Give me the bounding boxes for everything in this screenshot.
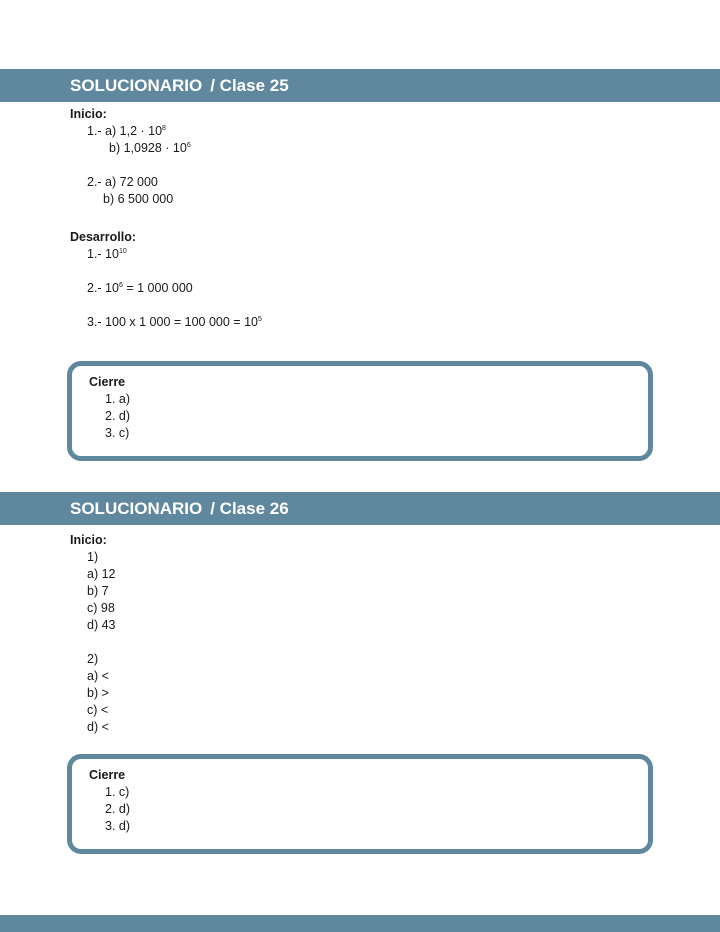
- desarrollo-answer-2: 2.- $10^6 = 1$ 000 000: [87, 281, 193, 295]
- cierre-answer-2: 2. d): [105, 409, 131, 423]
- inicio-heading: Inicio:: [70, 533, 107, 547]
- section-banner-clase-26: [0, 492, 720, 525]
- footer-bar: [0, 915, 720, 932]
- desarrollo-answer-1: 1.- $10^{10}$: [87, 247, 127, 261]
- inicio-line: c) <: [87, 703, 109, 717]
- cierre-heading: Cierre: [89, 375, 126, 389]
- cierre-answer-2: 2. d): [105, 802, 131, 816]
- cierre-answer-3: 3. c): [105, 426, 130, 440]
- desarrollo-heading: Desarrollo:: [70, 230, 136, 244]
- inicio-line: b) 7: [87, 584, 109, 598]
- desarrollo-answer-3: 3.- 100 x 1 000 = 100 $000 = 10^5$: [87, 315, 262, 329]
- cierre-answer-1: 1. a): [105, 392, 131, 406]
- inicio-line: 1): [87, 550, 99, 564]
- inicio-line: a) <: [87, 669, 109, 683]
- cierre-box-clase-26: [67, 754, 653, 854]
- inicio-answer-2b: b) 6 500 000: [103, 192, 174, 206]
- inicio-answer-1a: 1.- a) $1,2 \cdot 10^8$: [87, 124, 166, 138]
- banner-clase: / Clase 26: [210, 499, 289, 518]
- cierre-heading: Cierre: [89, 768, 126, 782]
- banner-clase: / Clase 25: [210, 76, 289, 95]
- inicio-line: a) 12: [87, 567, 116, 581]
- inicio-line: 2): [87, 652, 99, 666]
- banner-title: SOLUCIONARIO: [70, 76, 203, 95]
- inicio-heading: Inicio:: [70, 107, 107, 121]
- inicio-answer-1b: b) $1,0928 \cdot 10^6$: [109, 141, 191, 155]
- inicio-answer-2a: 2.- a) 72 000: [87, 175, 158, 189]
- banner-title: SOLUCIONARIO: [70, 499, 203, 518]
- inicio-line: d) <: [87, 720, 109, 734]
- cierre-answer-1: 1. c): [105, 785, 130, 799]
- cierre-answer-3: 3. d): [105, 819, 131, 833]
- inicio-line: b) >: [87, 686, 109, 700]
- inicio-line: d) 43: [87, 618, 116, 632]
- inicio-line: c) 98: [87, 601, 115, 615]
- section-banner-clase-25: [0, 69, 720, 102]
- cierre-box-clase-25: [67, 361, 653, 461]
